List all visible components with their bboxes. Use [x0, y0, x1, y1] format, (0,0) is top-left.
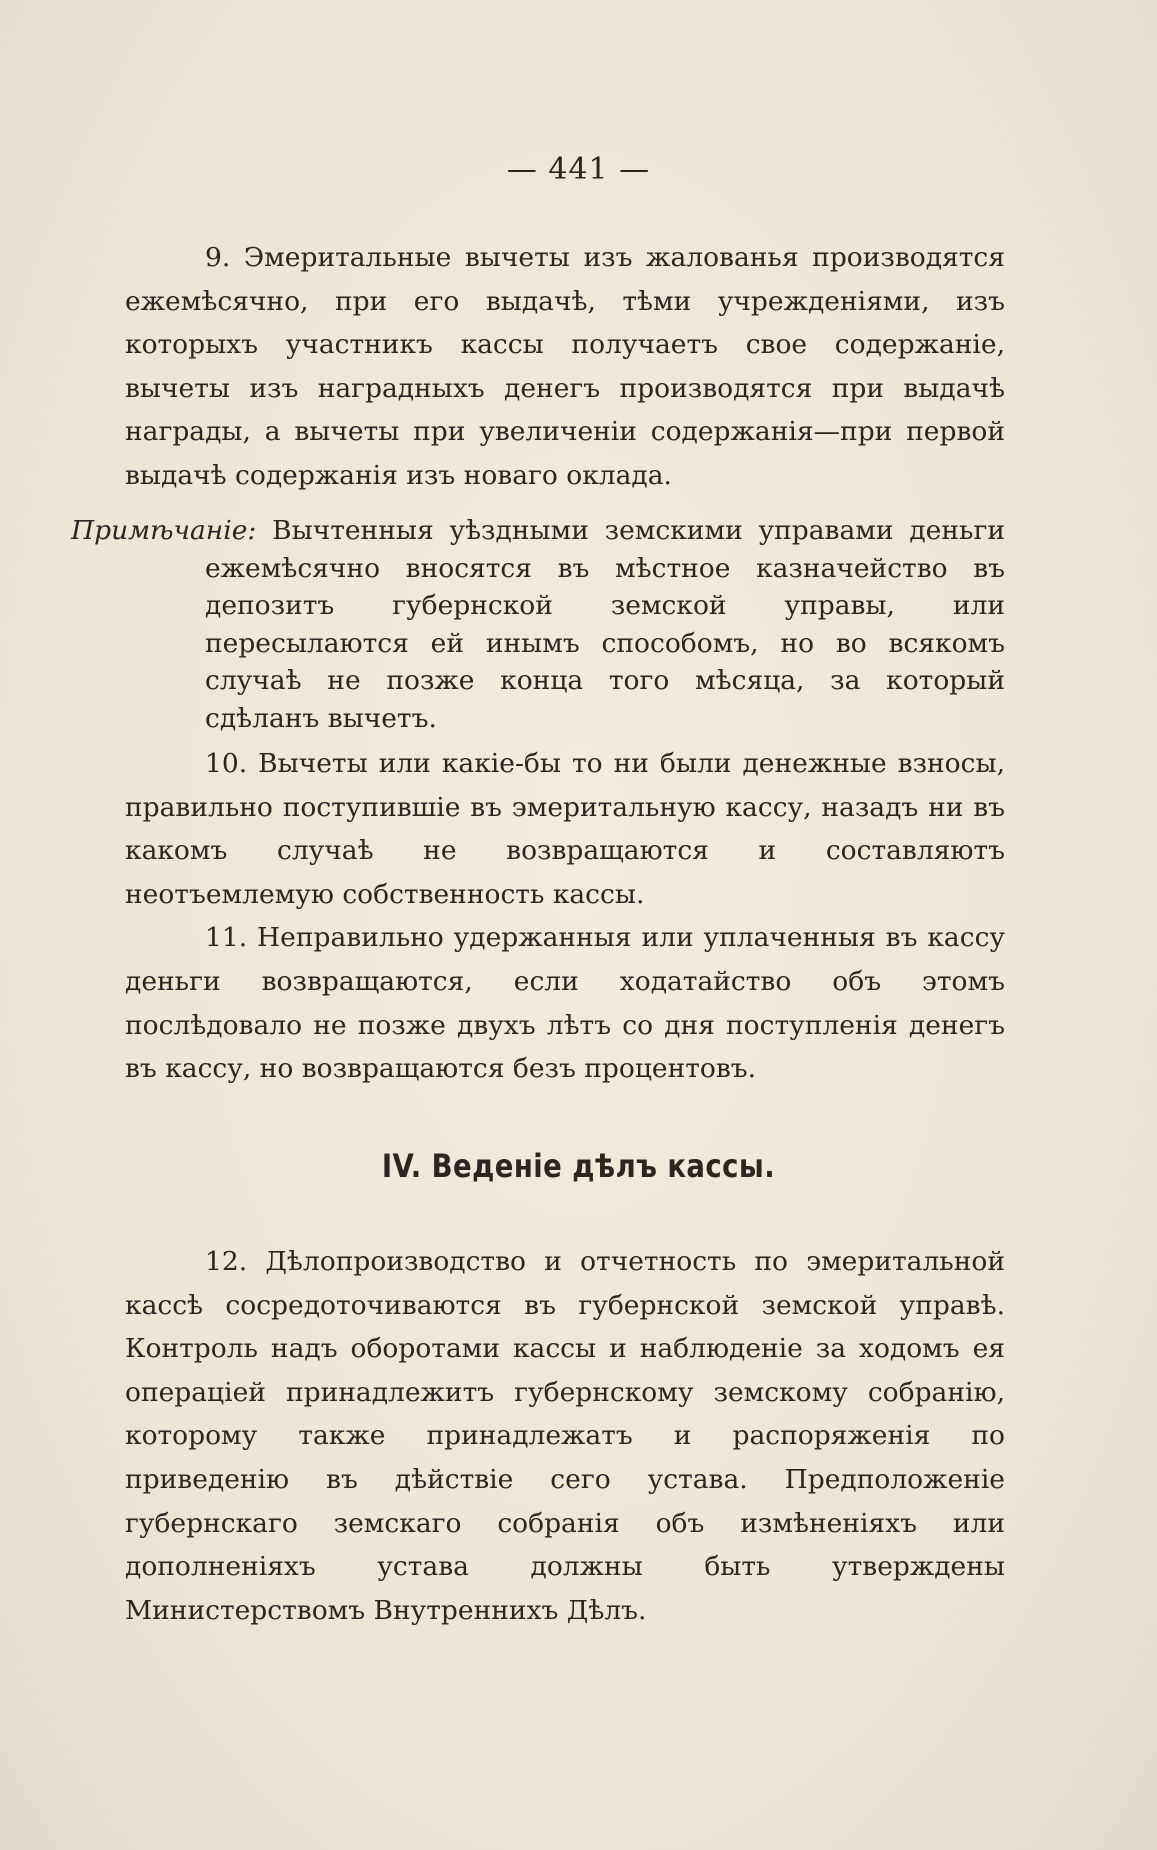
- paragraph-9: 9. Эмеритальные вычеты изъ жалованья производятся ежемѣсячно, при его выдачѣ, тѣми учрежденіями, изъ которыхъ участникъ кассы получаетъ свое содержаніе, вычеты изъ наградныхъ денегъ производятся при выдачѣ награды, а вычеты при увеличеніи содержанія—при первой выдачѣ содержанія изъ новаго оклада.: [125, 242, 1005, 491]
- paragraph-10: 10. Вычеты или какіе-бы то ни были денежные взносы, правильно поступившіе въ эмеритальную кассу, назадъ ни въ какомъ случаѣ не возвращаются и составляютъ неотъемлемую собственность кассы.: [125, 748, 1005, 910]
- note-paragraph: [71, 512, 1005, 737]
- paragraph-12: 12. Дѣлопроизводство и отчетность по эмеритальной кассѣ сосредоточиваются въ губернской земской управѣ. Контроль надъ оборотами кассы и наблюденіе за ходомъ ея операціей принадлежитъ губернскому земскому собранію, которому также принадлежатъ и распоряженія по приведенію въ дѣйствіе сего устава. Предположеніе губернскаго земскаго собранія объ измѣненіяхъ или дополненіяхъ устава должны быть утверждены Министерствомъ Внутреннихъ Дѣлъ.: [125, 1246, 1005, 1626]
- note-text: Вычтенныя уѣздными земскими управами деньги ежемѣсячно вносятся въ мѣстное казначейство въ депозитъ губернской земской управы, или пересылаются ей инымъ способомъ, но во всякомъ случаѣ не позже конца того мѣсяца, за который сдѣланъ вычетъ.: [205, 515, 1005, 734]
- section-heading: IV. Веденіе дѣлъ кассы.: [381, 1147, 776, 1185]
- note-block: [71, 512, 1005, 737]
- paragraph-11: 11. Неправильно удержанныя или уплаченныя въ кассу деньги возвращаются, если ходатайство объ этомъ послѣдовало не позже двухъ лѣтъ со дня поступленія денегъ въ кассу, но возвращаются безъ процентовъ.: [125, 922, 1005, 1085]
- page-number: — 441 —: [506, 152, 651, 187]
- section-9: [125, 236, 1005, 498]
- section-12: [125, 1240, 1005, 1632]
- note-label: Примѣчаніе:: [71, 515, 257, 546]
- section-10-11: [125, 742, 1005, 1091]
